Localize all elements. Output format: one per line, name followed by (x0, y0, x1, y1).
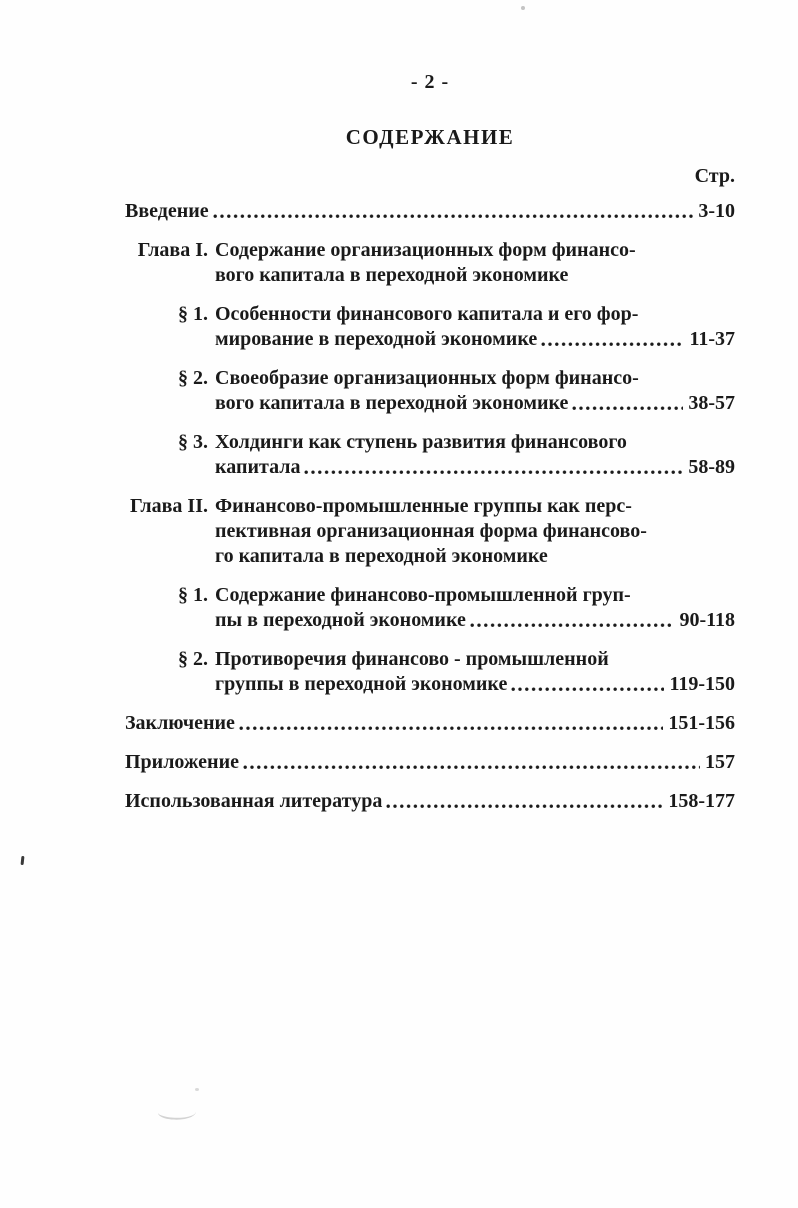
toc-line (215, 391, 735, 416)
toc-entry-chapter-1 (125, 238, 735, 288)
toc-line (215, 302, 735, 327)
dot-leader (386, 804, 663, 809)
toc-line-text: Противоречия финансово - промышленной (215, 648, 609, 670)
toc-line (125, 711, 735, 736)
toc-entry-label: § 2. (178, 367, 208, 389)
toc-line-text: пы в переходной экономике (215, 609, 466, 631)
toc-line (215, 608, 735, 633)
toc-line-text: Содержание организационных форм финансо- (215, 239, 636, 261)
toc-entry-label: § 2. (178, 648, 208, 670)
toc-line (215, 647, 735, 672)
toc-entry-ch1-par2 (125, 366, 735, 416)
toc-line (215, 544, 735, 569)
toc-line-text: вого капитала в переходной экономике (215, 392, 569, 414)
toc-line-text: Заключение (125, 712, 235, 734)
page-range: 119-150 (669, 673, 735, 695)
toc-line-text: мирование в переходной экономике (215, 328, 538, 350)
toc-line (215, 263, 735, 288)
toc-line-text: Введение (125, 200, 209, 222)
toc-line (215, 430, 735, 455)
table-of-contents (125, 199, 735, 814)
toc-line-text: Финансово-промышленные группы как перс- (215, 495, 632, 517)
page-range: 90-118 (679, 609, 735, 631)
toc-entry-prilozhenie (125, 750, 735, 775)
toc-line-text: вого капитала в переходной экономике (215, 264, 569, 286)
toc-line (215, 327, 735, 352)
toc-entry-chapter-2 (125, 494, 735, 569)
dot-leader (572, 406, 683, 411)
toc-line-text: Холдинги как ступень развития финансового (215, 431, 627, 453)
toc-line (215, 494, 735, 519)
toc-entry-zaklyuchenie (125, 711, 735, 736)
toc-line (125, 199, 735, 224)
dot-leader (239, 726, 663, 731)
toc-line (215, 455, 735, 480)
toc-line-text: го капитала в переходной экономике (215, 545, 548, 567)
page-number: - 2 - (410, 71, 450, 93)
scan-artifact-squiggle (157, 1102, 196, 1121)
toc-line-text: Использованная литература (125, 790, 383, 812)
toc-entry-vvedenie (125, 199, 735, 224)
dot-leader (213, 214, 694, 219)
toc-line (215, 672, 735, 697)
dot-leader (511, 687, 664, 692)
page-range: 3-10 (698, 200, 735, 222)
toc-entry-label: § 1. (178, 303, 208, 325)
toc-line (215, 519, 735, 544)
toc-line-text: группы в переходной экономике (215, 673, 508, 695)
page-range: 38-57 (688, 392, 735, 414)
toc-entry-label: Глава I. (137, 239, 208, 261)
toc-line (125, 789, 735, 814)
toc-entry-ch1-par3 (125, 430, 735, 480)
toc-line-text: Содержание финансово-промышленной груп- (215, 584, 631, 606)
toc-line-text: пективная организационная форма финансово- (215, 520, 647, 542)
page-range: 11-37 (689, 328, 735, 350)
page-range: 157 (705, 751, 735, 773)
toc-entry-ch2-par1 (125, 583, 735, 633)
toc-entry-label: § 1. (178, 584, 208, 606)
content-column (125, 0, 735, 828)
page-range: 158-177 (668, 790, 735, 812)
toc-line-text: капитала (215, 456, 301, 478)
toc-entry-literatura (125, 789, 735, 814)
toc-line-text: Особенности финансового капитала и его фор- (215, 303, 639, 325)
dot-leader (541, 342, 684, 347)
page-range: 151-156 (668, 712, 735, 734)
scan-artifact-speck (195, 1088, 199, 1091)
toc-line (125, 750, 735, 775)
pages-column-header: Стр. (694, 165, 735, 187)
toc-entry-label: § 3. (178, 431, 208, 453)
toc-entry-label: Глава II. (129, 495, 208, 517)
toc-line (215, 583, 735, 608)
toc-line (215, 366, 735, 391)
toc-line-text: Своеобразие организационных форм финансо- (215, 367, 639, 389)
toc-line-text: Приложение (125, 751, 239, 773)
toc-entry-ch2-par2 (125, 647, 735, 697)
dot-leader (304, 470, 683, 475)
dot-leader (243, 765, 700, 770)
toc-entry-ch1-par1 (125, 302, 735, 352)
toc-line (215, 238, 735, 263)
page-title: СОДЕРЖАНИЕ (345, 125, 515, 149)
page-range: 58-89 (688, 456, 735, 478)
dot-leader (470, 623, 675, 628)
scan-artifact-tick (21, 856, 25, 865)
